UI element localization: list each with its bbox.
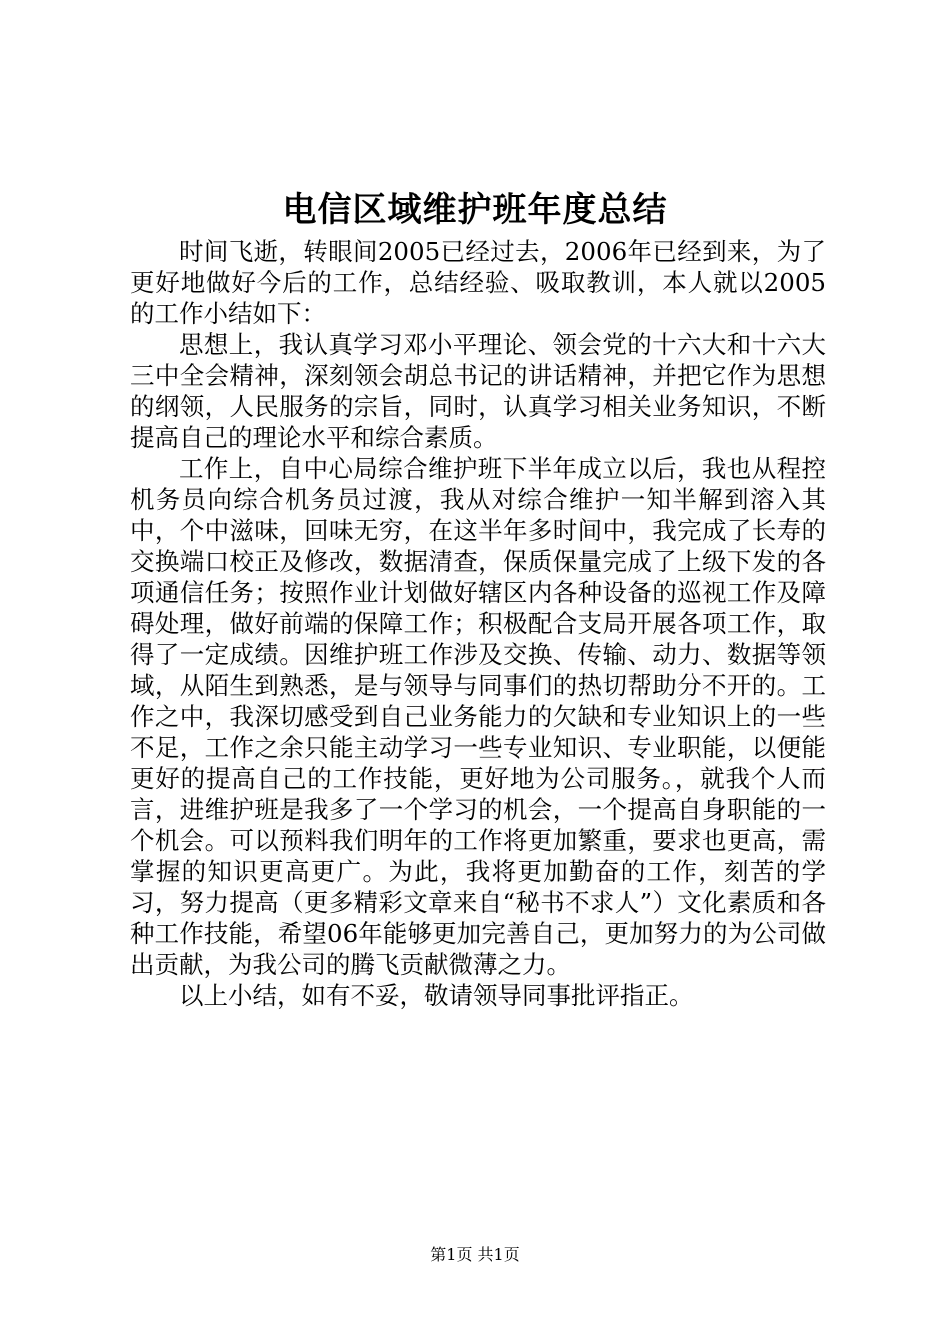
paragraph-intro: 时间飞逝，转眼间2005已经过去，2006年已经到来，为了更好地做好今后的工作，总结经验、吸取教训，本人就以2005的工作小结如下： bbox=[130, 237, 826, 328]
paragraph-closing: 以上小结，如有不妥，敬请领导同事批评指正。 bbox=[179, 981, 694, 1010]
paragraph-thinking: 思想上，我认真学习邓小平理论、领会党的十六大和十六大三中全会精神，深刻领会胡总书记的讲话精神，并把它作为思想的纲领，人民服务的宗旨，同时，认真学习相关业务知识，不断提高自己的理论水平和综合素质。 bbox=[130, 330, 826, 452]
document-title: 电信区域维护班年度总结 bbox=[282, 190, 668, 230]
document-body bbox=[130, 236, 826, 1011]
paragraph-work: 工作上，自中心局综合维护班下半年成立以后，我也从程控机务员向综合机务员过渡，我从对综合维护一知半解到溶入其中，个中滋味，回味无穷，在这半年多时间中，我完成了长寿的交换端口校正及修改，数据清查，保质保量完成了上级下发的各项通信任务；按照作业计划做好辖区内各种设备的巡视工作及障碍处理，做好前端的保障工作；积极配合支局开展各项工作，取得了一定成绩。因维护班工作涉及交换、传输、动力、数据等领域，从陌生到熟悉，是与领导与同事们的热切帮助分不开的。工作之中，我深切感受到自己业务能力的欠缺和专业知识上的一些不足，工作之余只能主动学习一些专业知识、专业职能，以便能更好的提高自己的工作技能，更好地为公司服务。，就我个人而言，进维护班是我多了一个学习的机会，一个提高自身职能的一个机会。可以预料我们明年的工作将更加繁重，要求也更高，需掌握的知识更高更广。为此，我将更加勤奋的工作，刻苦的学习，努力提高（更多精彩文章来自“秘书不求人”）文化素质和各种工作技能，希望06年能够更加完善自己，更加努力的为公司做出贡献，为我公司的腾飞贡献微薄之力。 bbox=[130, 454, 826, 979]
page-footer: 第1页 共1页 bbox=[430, 1245, 520, 1264]
